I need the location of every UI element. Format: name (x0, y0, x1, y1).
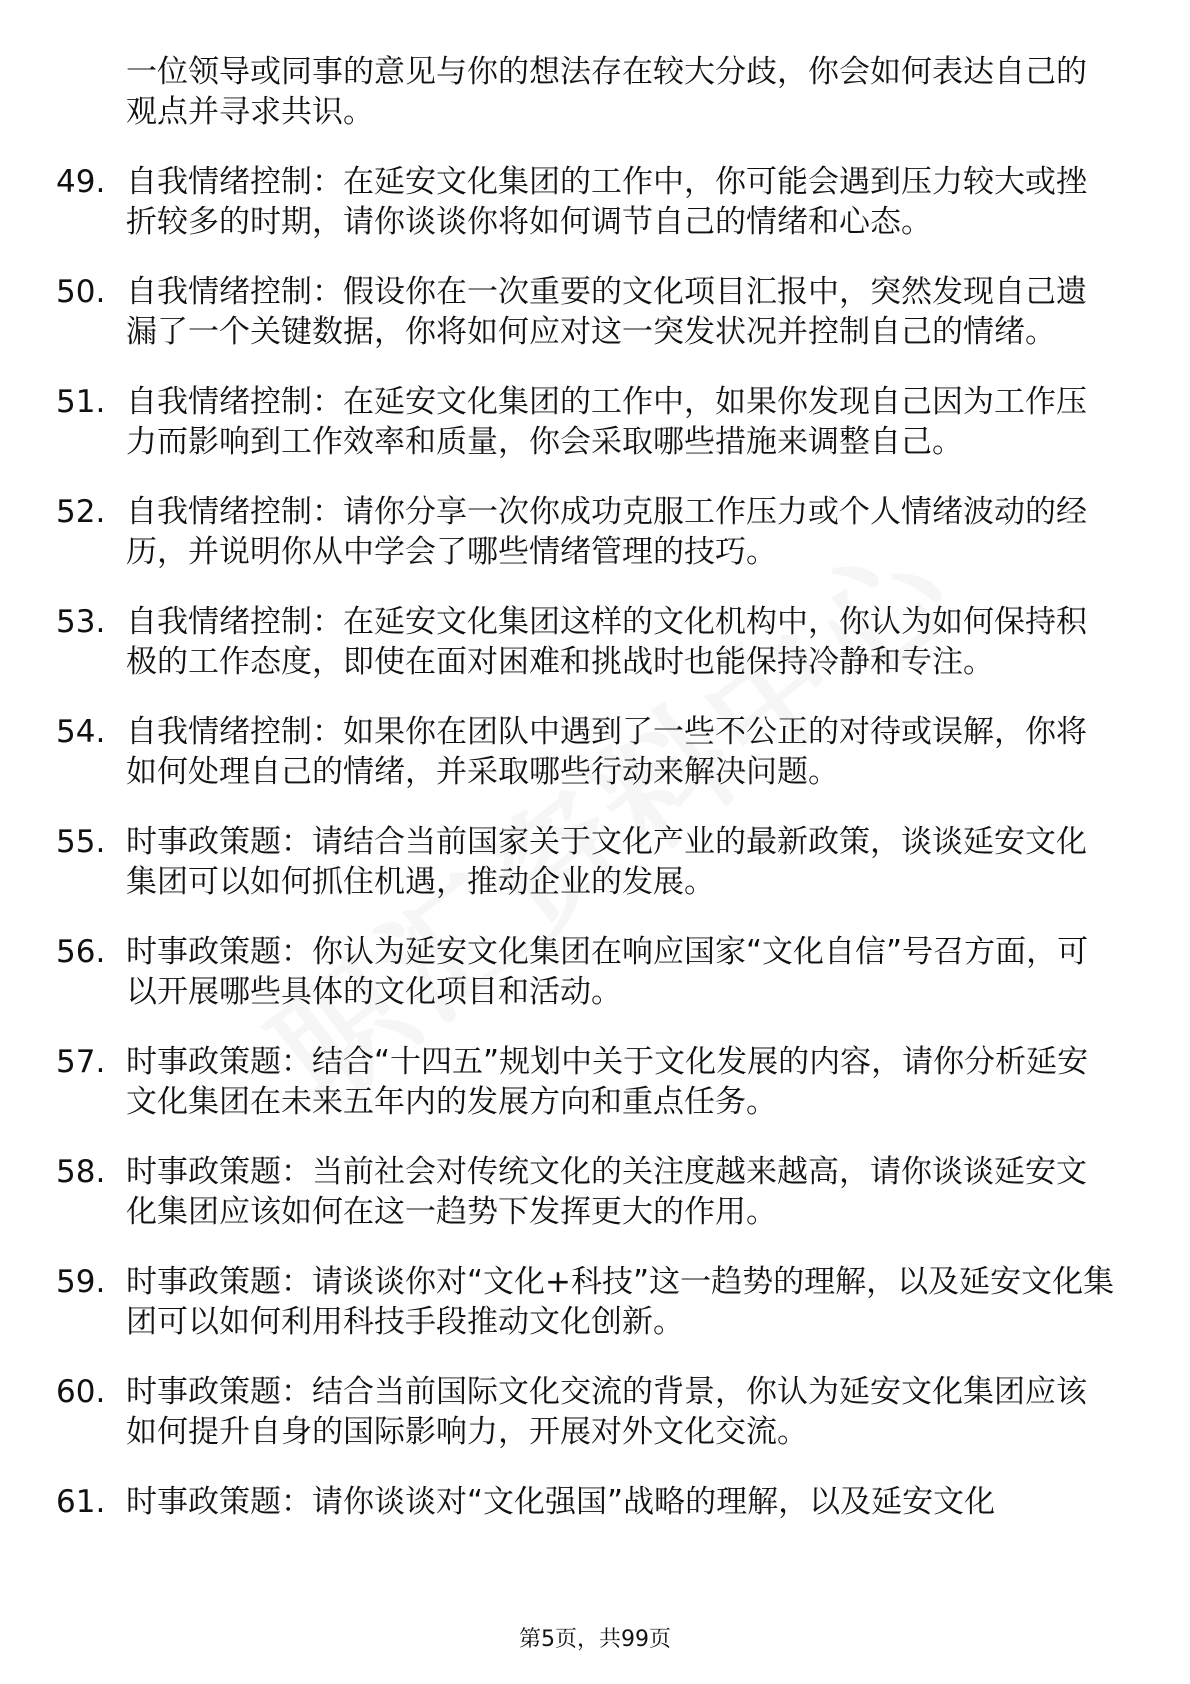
item-text: 自我情绪控制：在延安文化集团这样的文化机构中，你认为如何保持积极的工作态度，即使在面对困难和挑战时也能保持冷静和专注。 (126, 604, 1087, 680)
list-item (56, 602, 1116, 682)
list-item (56, 162, 1116, 242)
item-number: 57. (56, 1044, 106, 1080)
list-item (56, 1262, 1116, 1342)
item-text: 时事政策题：请结合当前国家关于文化产业的最新政策，谈谈延安文化集团可以如何抓住机遇，推动企业的发展。 (126, 824, 1087, 900)
list-item (56, 1042, 1116, 1122)
item-text: 自我情绪控制：如果你在团队中遇到了一些不公正的对待或误解，你将如何处理自己的情绪，并采取哪些行动来解决问题。 (126, 714, 1087, 790)
item-number: 61. (56, 1484, 106, 1520)
item-text: 自我情绪控制：在延安文化集团的工作中，如果你发现自己因为工作压力而影响到工作效率和质量，你会采取哪些措施来调整自己。 (126, 384, 1087, 460)
list-item (56, 492, 1116, 572)
page-footer: 第5页，共99页 (519, 1627, 671, 1652)
item-number: 49. (56, 164, 106, 200)
item-text: 自我情绪控制：请你分享一次你成功克服工作压力或个人情绪波动的经历，并说明你从中学会了哪些情绪管理的技巧。 (126, 494, 1087, 570)
list-item (56, 1152, 1116, 1232)
list-item (56, 272, 1116, 352)
item-number: 51. (56, 384, 106, 420)
item-number: 54. (56, 714, 106, 750)
list-item (56, 382, 1116, 462)
item-text: 时事政策题：结合“十四五”规划中关于文化发展的内容，请你分析延安文化集团在未来五年内的发展方向和重点任务。 (126, 1044, 1089, 1120)
item-text: 时事政策题：请谈谈你对“文化+科技”这一趋势的理解，以及延安文化集团可以如何利用科技手段推动文化创新。 (126, 1264, 1115, 1340)
item-text: 时事政策题：结合当前国际文化交流的背景，你认为延安文化集团应该如何提升自身的国际影响力，开展对外文化交流。 (126, 1374, 1087, 1450)
item-text: 自我情绪控制：在延安文化集团的工作中，你可能会遇到压力较大或挫折较多的时期，请你谈谈你将如何调节自己的情绪和心态。 (126, 164, 1087, 240)
continuation-paragraph: 一位领导或同事的意见与你的想法存在较大分歧，你会如何表达自己的观点并寻求共识。 (126, 54, 1087, 130)
list-item (56, 1372, 1116, 1452)
item-text: 自我情绪控制：假设你在一次重要的文化项目汇报中，突然发现自己遗漏了一个关键数据，你将如何应对这一突发状况并控制自己的情绪。 (126, 274, 1087, 350)
item-text: 时事政策题：请你谈谈对“文化强国”战略的理解，以及延安文化 (126, 1484, 996, 1520)
item-number: 52. (56, 494, 106, 530)
item-number: 56. (56, 934, 106, 970)
list-item (56, 932, 1116, 1012)
item-number: 59. (56, 1264, 106, 1300)
item-number: 60. (56, 1374, 106, 1410)
item-number: 50. (56, 274, 106, 310)
item-number: 58. (56, 1154, 106, 1190)
item-text: 时事政策题：你认为延安文化集团在响应国家“文化自信”号召方面，可以开展哪些具体的文化项目和活动。 (126, 934, 1089, 1010)
question-list (56, 52, 1116, 1552)
list-item (56, 822, 1116, 902)
list-item (56, 712, 1116, 792)
item-number: 55. (56, 824, 106, 860)
item-number: 53. (56, 604, 106, 640)
list-item (56, 1482, 1116, 1522)
item-text: 时事政策题：当前社会对传统文化的关注度越来越高，请你谈谈延安文化集团应该如何在这一趋势下发挥更大的作用。 (126, 1154, 1087, 1230)
